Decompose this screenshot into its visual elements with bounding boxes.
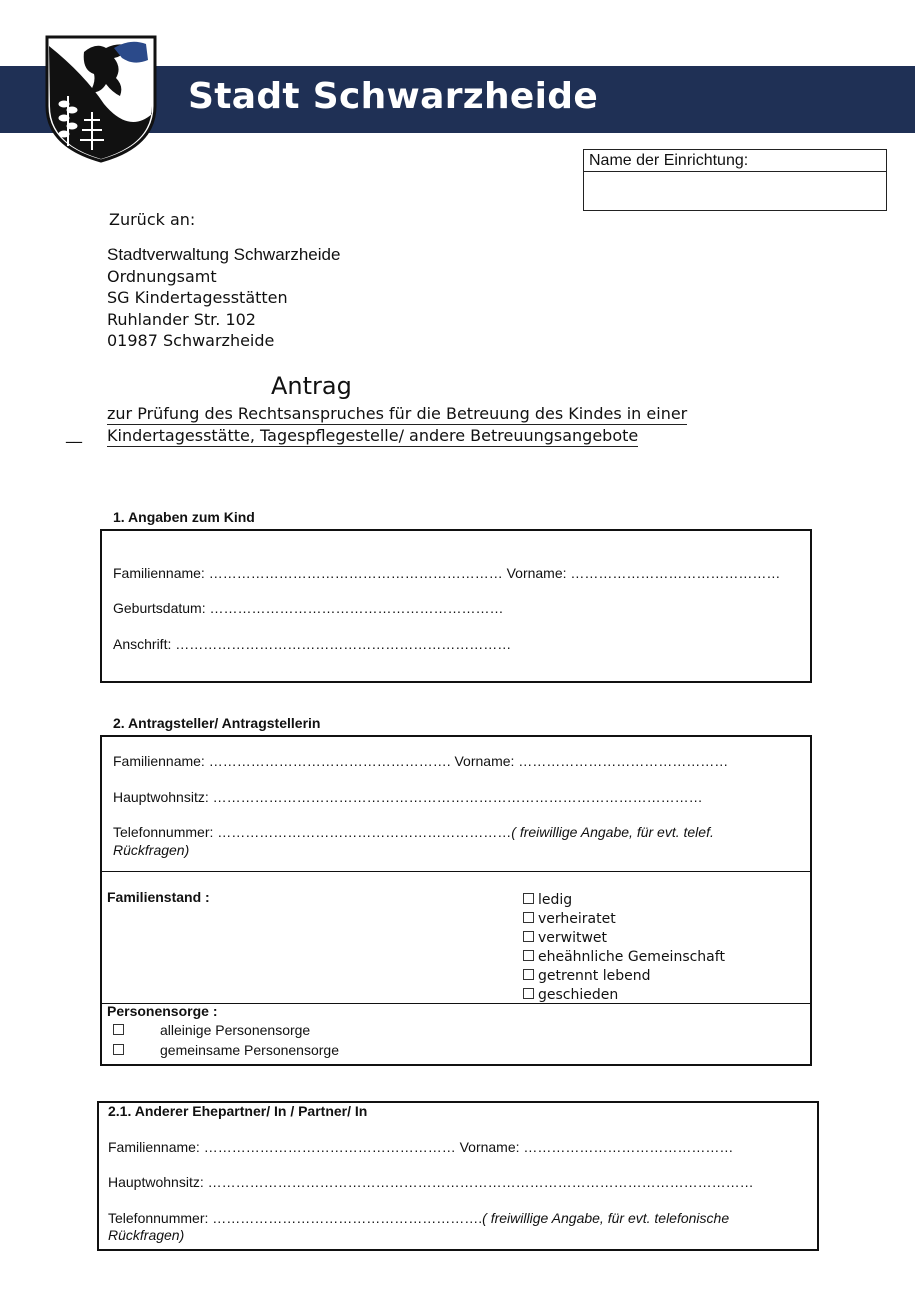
section1-title: 1. Angaben zum Kind [113,509,255,525]
checkbox[interactable] [113,1024,124,1035]
familienstand-options [523,891,725,1005]
applicant-residence-field[interactable]: Hauptwohnsitz: …………………………………………………………………………………………… [113,789,703,805]
partner-phone-field[interactable] [108,1210,729,1226]
familienstand-option[interactable]: verheiratet [523,910,725,929]
child-name-field[interactable]: Familienname: ……………………………………………………… Vorname: ……………………………………… [113,565,781,581]
child-address-field[interactable]: Anschrift: ……………………………………………………………… [113,636,512,652]
checkbox[interactable] [113,1044,124,1055]
partner-phone-dots: Telefonnummer: …………………………………………………. [108,1210,483,1226]
section2-title: 2. Antragsteller/ Antragstellerin [113,715,321,731]
banner-title: Stadt Schwarzheide [188,76,599,117]
checkbox[interactable] [523,931,534,942]
familienstand-option[interactable]: getrennt lebend [523,967,725,986]
section21-title: 2.1. Anderer Ehepartner/ In / Partner/ In [108,1103,368,1119]
checkbox[interactable] [523,969,534,980]
personensorge-options [113,1020,339,1060]
partner-name-field[interactable]: Familienname: ……………………………………………… Vorname: ……………………………………… [108,1139,734,1155]
applicant-phone-dots: Telefonnummer: ……………………………………………………… [113,824,512,840]
checkbox[interactable] [523,912,534,923]
familienstand-option[interactable]: ledig [523,891,725,910]
divider [102,871,810,872]
personensorge-option[interactable]: gemeinsame Personensorge [113,1040,339,1060]
antrag-subtitle-line2: Kindertagesstätte, Tagespflegestelle/ andere Betreuungsangebote [107,426,639,445]
applicant-phone-note-cont: Rückfragen) [113,842,190,858]
return-address [107,244,340,352]
return-org: Stadtverwaltung Schwarzheide [107,245,341,264]
child-birthdate-field[interactable]: Geburtsdatum: ……………………………………………………… [113,600,504,616]
applicant-phone-field[interactable] [113,824,714,840]
familienstand-option[interactable]: verwitwet [523,929,725,948]
personensorge-label: Personensorge : [107,1003,218,1019]
checkbox[interactable] [523,950,534,961]
return-label: Zurück an: [109,210,196,229]
einrichtung-label: Name der Einrichtung: [584,150,886,172]
antrag-title: Antrag [271,372,352,400]
partner-residence-field[interactable]: Hauptwohnsitz: ……………………………………………………………………………………………………… [108,1174,754,1190]
applicant-phone-note: ( freiwillige Angabe, für evt. telef. [511,824,714,840]
antrag-subtitle [107,403,687,447]
applicant-name-field[interactable]: Familienname: ……………………………………………. Vorname: ……………………………………… [113,753,729,769]
return-line: Ruhlander Str. 102 [107,309,256,329]
coat-of-arms-icon [44,34,158,164]
personensorge-option[interactable]: alleinige Personensorge [113,1020,339,1040]
familienstand-option[interactable]: geschieden [523,986,725,1005]
return-line: Ordnungsamt [107,266,217,286]
margin-dash: __ [66,424,82,443]
familienstand-label: Familienstand : [107,889,210,905]
checkbox[interactable] [523,893,534,904]
partner-phone-note-cont: Rückfragen) [108,1227,185,1243]
antrag-subtitle-line1: zur Prüfung des Rechtsanspruches für die Betreuung des Kindes in einer [107,404,688,423]
return-line: SG Kindertagesstätten [107,288,288,307]
checkbox[interactable] [523,988,534,999]
einrichtung-box [583,149,887,211]
familienstand-option[interactable]: eheähnliche Gemeinschaft [523,948,725,967]
partner-phone-note: ( freiwillige Angabe, für evt. telefonische [482,1210,730,1226]
return-line: 01987 Schwarzheide [107,331,275,350]
